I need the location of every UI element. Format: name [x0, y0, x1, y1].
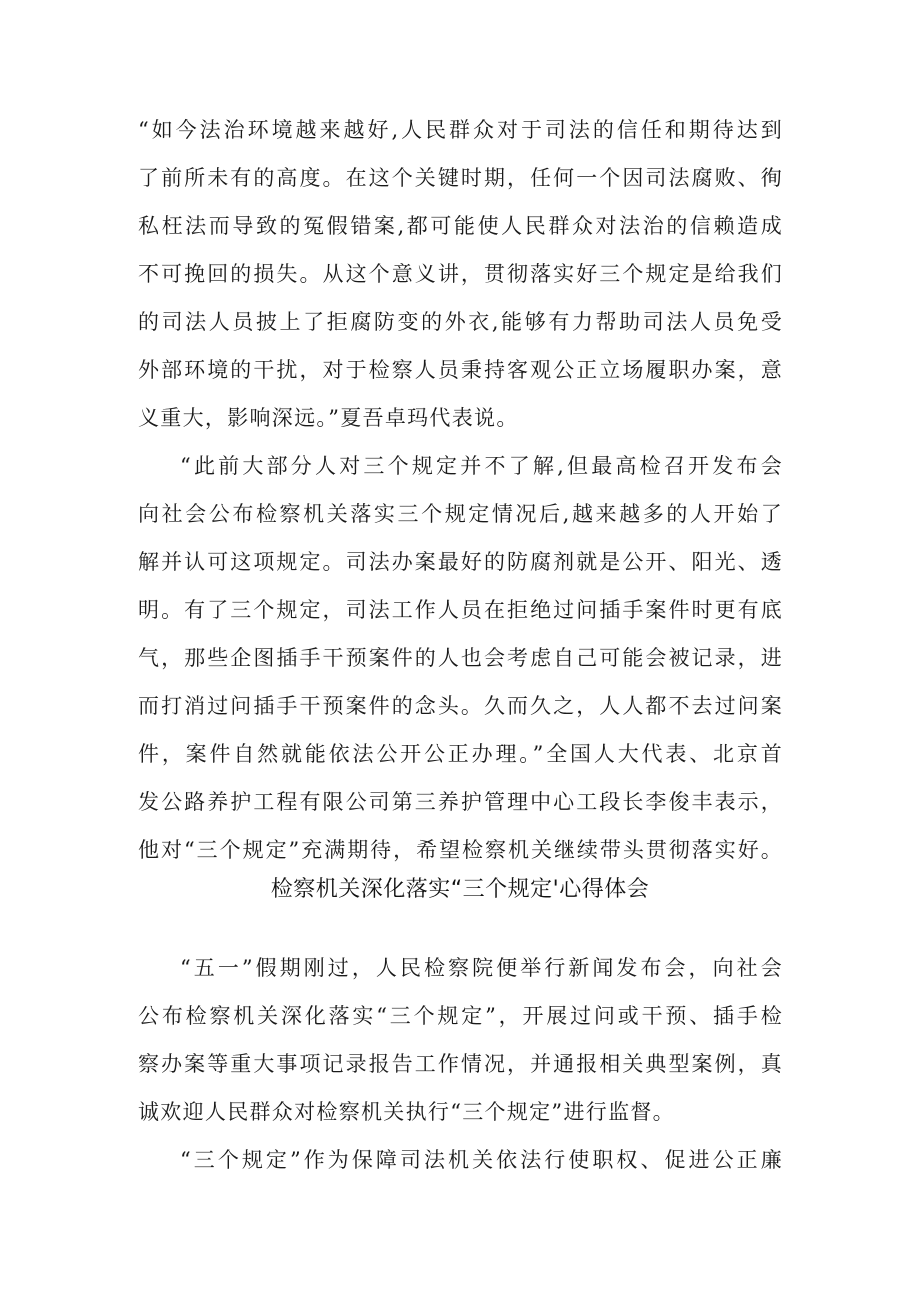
paragraph-2-line-9: 他对“三个规定”充满期待，希望检察机关继续带头贯彻落实好。	[138, 838, 783, 862]
paragraph-4-line-1: “三个规定”作为保障司法机关依法行使职权、促进公正廉	[180, 1148, 783, 1172]
paragraph-3-line-2: 公布检察机关深化落实“三个规定”，开展过问或干预、插手检	[138, 1004, 783, 1028]
paragraph-2-line-5: 气，那些企图插手干预案件的人也会考虑自己可能会被记录，进	[138, 646, 783, 670]
paragraph-1-line-1: “如今法治环境越来越好,人民群众对于司法的信任和期待达到	[138, 118, 783, 142]
paragraph-3-line-4: 诚欢迎人民群众对检察机关执行“三个规定”进行监督。	[138, 1100, 675, 1124]
paragraph-1-line-4: 不可挽回的损失。从这个意义讲，贯彻落实好三个规定是给我们	[138, 262, 783, 286]
paragraph-2-line-2: 向社会公布检察机关落实三个规定情况后,越来越多的人开始了	[138, 502, 783, 526]
paragraph-1-line-3: 私枉法而导致的冤假错案,都可能使人民群众对法治的信赖造成	[138, 214, 783, 238]
paragraph-2-line-4: 明。有了三个规定，司法工作人员在拒绝过问插手案件时更有底	[138, 598, 783, 622]
paragraph-1-line-2: 了前所未有的高度。在这个关键时期，任何一个因司法腐败、徇	[138, 166, 783, 190]
paragraph-2-line-7: 件，案件自然就能依法公开公正办理。”全国人大代表、北京首	[138, 742, 783, 766]
paragraph-1-line-6: 外部环境的干扰，对于检察人员秉持客观公正立场履职办案，意	[138, 358, 783, 382]
paragraph-2-line-1: “此前大部分人对三个规定并不了解,但最高检召开发布会	[180, 454, 783, 478]
paragraph-3-line-3: 察办案等重大事项记录报告工作情况，并通报相关典型案例，真	[138, 1052, 783, 1076]
paragraph-3-line-1: “五一”假期刚过，人民检察院便举行新闻发布会，向社会	[180, 956, 783, 980]
paragraph-1-line-5: 的司法人员披上了拒腐防变的外衣,能够有力帮助司法人员免受	[138, 310, 783, 334]
paragraph-1-line-7: 义重大，影响深远。”夏吾卓玛代表说。	[138, 406, 519, 430]
paragraph-2-line-8: 发公路养护工程有限公司第三养护管理中心工段长李俊丰表示，	[138, 790, 783, 814]
article-heading: 检察机关深化落实“三个规定'心得体会	[270, 877, 650, 902]
paragraph-2-line-6: 而打消过问插手干预案件的念头。久而久之，人人都不去过问案	[138, 694, 783, 718]
paragraph-2-line-3: 解并认可这项规定。司法办案最好的防腐剂就是公开、阳光、透	[138, 550, 783, 574]
